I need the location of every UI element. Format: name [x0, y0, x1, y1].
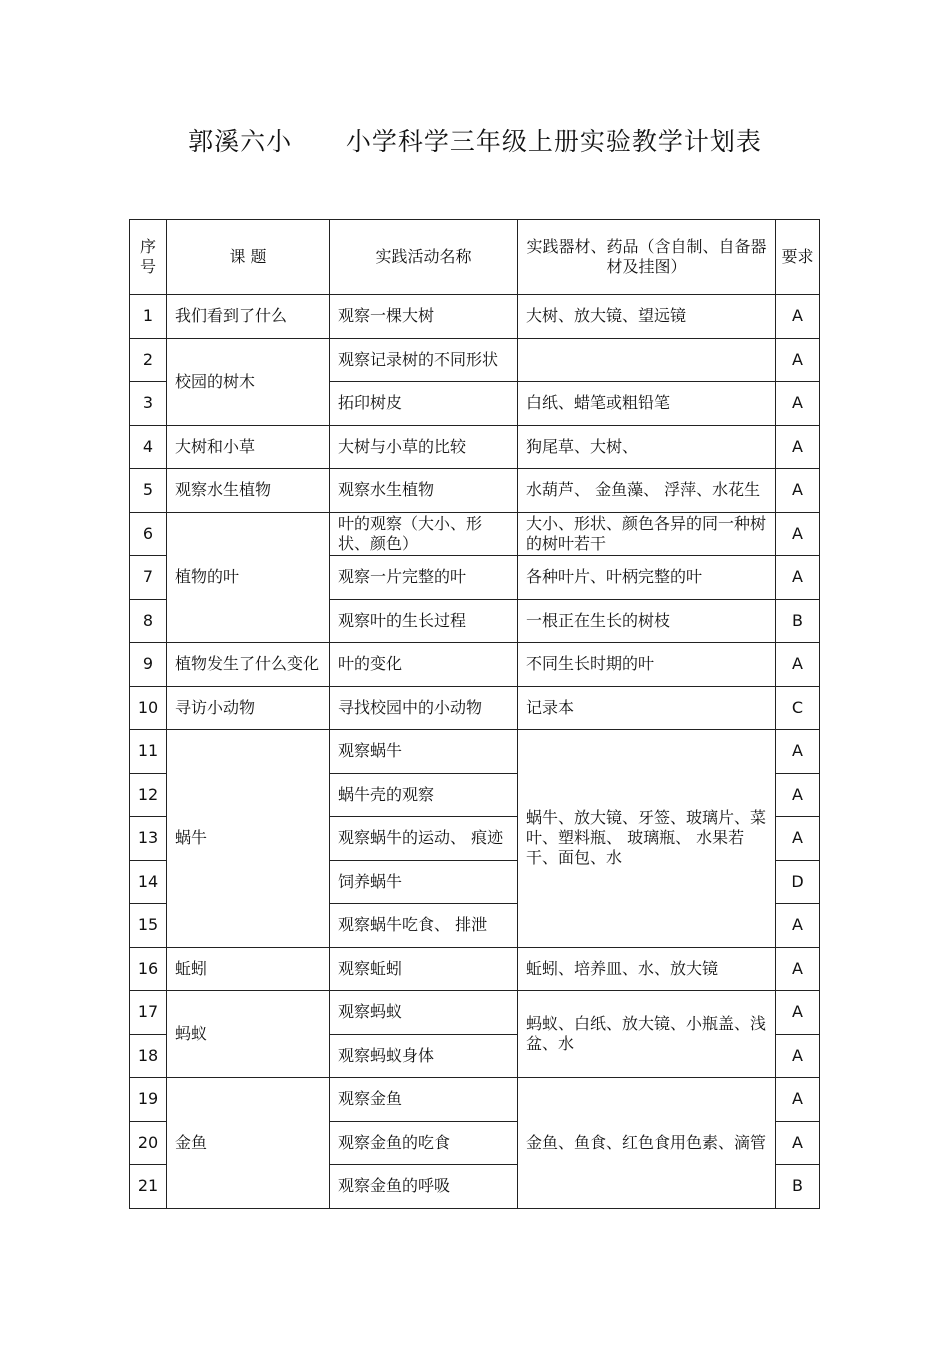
- row-number: 17: [130, 991, 167, 1035]
- row-activity: 观察金鱼: [330, 1078, 518, 1122]
- row-number: 12: [130, 773, 167, 817]
- row-activity: 观察蚂蚁身体: [330, 1034, 518, 1078]
- table-row: [130, 338, 820, 382]
- row-requirement: A: [776, 1034, 820, 1078]
- header-materials: 实践器材、药品（含自制、自备器材及挂图）: [518, 220, 776, 295]
- row-materials: 大树、放大镜、望远镜: [518, 295, 776, 339]
- row-number: 21: [130, 1165, 167, 1209]
- table-row: [130, 1078, 820, 1122]
- row-requirement: A: [776, 556, 820, 600]
- row-requirement: A: [776, 904, 820, 948]
- row-materials: 水葫芦、 金鱼藻、 浮萍、水花生: [518, 469, 776, 513]
- table-row: [130, 469, 820, 513]
- row-activity: 观察一片完整的叶: [330, 556, 518, 600]
- row-activity: 观察金鱼的吃食: [330, 1121, 518, 1165]
- table-row: [130, 991, 820, 1035]
- header-row: [130, 220, 820, 295]
- row-materials: 大小、形状、颜色各异的同一种树的树叶若干: [518, 512, 776, 556]
- row-activity: 观察金鱼的呼吸: [330, 1165, 518, 1209]
- row-requirement: A: [776, 1121, 820, 1165]
- row-number: 9: [130, 643, 167, 687]
- row-activity: 大树与小草的比较: [330, 425, 518, 469]
- row-topic: 蜗牛: [167, 730, 330, 948]
- row-materials: 蚂蚁、白纸、放大镜、小瓶盖、浅盆、水: [518, 991, 776, 1078]
- row-materials: 白纸、蜡笔或粗铅笔: [518, 382, 776, 426]
- page-title: 郭溪六小 小学科学三年级上册实验教学计划表: [188, 127, 762, 156]
- row-topic: 校园的树木: [167, 338, 330, 425]
- table-row: [130, 947, 820, 991]
- row-activity: 叶的变化: [330, 643, 518, 687]
- row-requirement: A: [776, 991, 820, 1035]
- row-activity: 饲养蜗牛: [330, 860, 518, 904]
- row-activity: 观察蜗牛: [330, 730, 518, 774]
- row-activity: 寻找校园中的小动物: [330, 686, 518, 730]
- row-activity: 观察蚂蚁: [330, 991, 518, 1035]
- row-number: 1: [130, 295, 167, 339]
- row-number: 13: [130, 817, 167, 861]
- row-materials: 蚯蚓、培养皿、水、放大镜: [518, 947, 776, 991]
- row-materials: 狗尾草、大树、: [518, 425, 776, 469]
- row-requirement: C: [776, 686, 820, 730]
- row-activity: 观察蜗牛吃食、 排泄: [330, 904, 518, 948]
- row-requirement: D: [776, 860, 820, 904]
- header-activity: 实践活动名称: [330, 220, 518, 295]
- header-requirement: 要求: [776, 220, 820, 295]
- row-requirement: B: [776, 1165, 820, 1209]
- row-number: 4: [130, 425, 167, 469]
- row-activity: 观察一棵大树: [330, 295, 518, 339]
- row-number: 11: [130, 730, 167, 774]
- row-materials: 不同生长时期的叶: [518, 643, 776, 687]
- row-number: 19: [130, 1078, 167, 1122]
- row-number: 3: [130, 382, 167, 426]
- row-number: 15: [130, 904, 167, 948]
- row-topic: 蚯蚓: [167, 947, 330, 991]
- row-activity: 观察记录树的不同形状: [330, 338, 518, 382]
- row-topic: 蚂蚁: [167, 991, 330, 1078]
- row-materials: [518, 338, 776, 382]
- row-activity: 观察蚯蚓: [330, 947, 518, 991]
- row-topic: 植物发生了什么变化: [167, 643, 330, 687]
- row-materials: 蜗牛、放大镜、牙签、玻璃片、菜叶、塑料瓶、 玻璃瓶、 水果若干、面包、水: [518, 730, 776, 948]
- row-requirement: A: [776, 817, 820, 861]
- row-topic: 观察水生植物: [167, 469, 330, 513]
- row-activity: 观察蜗牛的运动、 痕迹: [330, 817, 518, 861]
- row-materials: 金鱼、鱼食、红色食用色素、滴管: [518, 1078, 776, 1209]
- row-number: 16: [130, 947, 167, 991]
- row-number: 5: [130, 469, 167, 513]
- row-topic: 寻访小动物: [167, 686, 330, 730]
- row-requirement: A: [776, 947, 820, 991]
- row-requirement: A: [776, 425, 820, 469]
- row-requirement: A: [776, 512, 820, 556]
- row-number: 20: [130, 1121, 167, 1165]
- row-number: 2: [130, 338, 167, 382]
- row-activity: 叶的观察（大小、形状、颜色）: [330, 512, 518, 556]
- row-number: 14: [130, 860, 167, 904]
- row-number: 8: [130, 599, 167, 643]
- row-requirement: A: [776, 295, 820, 339]
- row-requirement: A: [776, 730, 820, 774]
- row-materials: 一根正在生长的树枝: [518, 599, 776, 643]
- table-row: [130, 425, 820, 469]
- row-requirement: A: [776, 382, 820, 426]
- row-requirement: B: [776, 599, 820, 643]
- row-requirement: A: [776, 773, 820, 817]
- row-activity: 蜗牛壳的观察: [330, 773, 518, 817]
- row-topic: 大树和小草: [167, 425, 330, 469]
- row-number: 6: [130, 512, 167, 556]
- header-number: 序号: [130, 220, 167, 295]
- row-materials: 各种叶片、叶柄完整的叶: [518, 556, 776, 600]
- row-requirement: A: [776, 338, 820, 382]
- experiment-plan-table: [129, 219, 820, 1209]
- row-requirement: A: [776, 1078, 820, 1122]
- row-number: 18: [130, 1034, 167, 1078]
- row-number: 10: [130, 686, 167, 730]
- table-row: [130, 686, 820, 730]
- header-topic: 课 题: [167, 220, 330, 295]
- row-topic: 植物的叶: [167, 512, 330, 643]
- table-row: [130, 512, 820, 556]
- table-row: [130, 730, 820, 774]
- row-topic: 金鱼: [167, 1078, 330, 1209]
- row-materials: 记录本: [518, 686, 776, 730]
- row-number: 7: [130, 556, 167, 600]
- row-requirement: A: [776, 643, 820, 687]
- table-row: [130, 643, 820, 687]
- row-requirement: A: [776, 469, 820, 513]
- table-row: [130, 295, 820, 339]
- row-topic: 我们看到了什么: [167, 295, 330, 339]
- row-activity: 观察叶的生长过程: [330, 599, 518, 643]
- row-activity: 观察水生植物: [330, 469, 518, 513]
- row-activity: 拓印树皮: [330, 382, 518, 426]
